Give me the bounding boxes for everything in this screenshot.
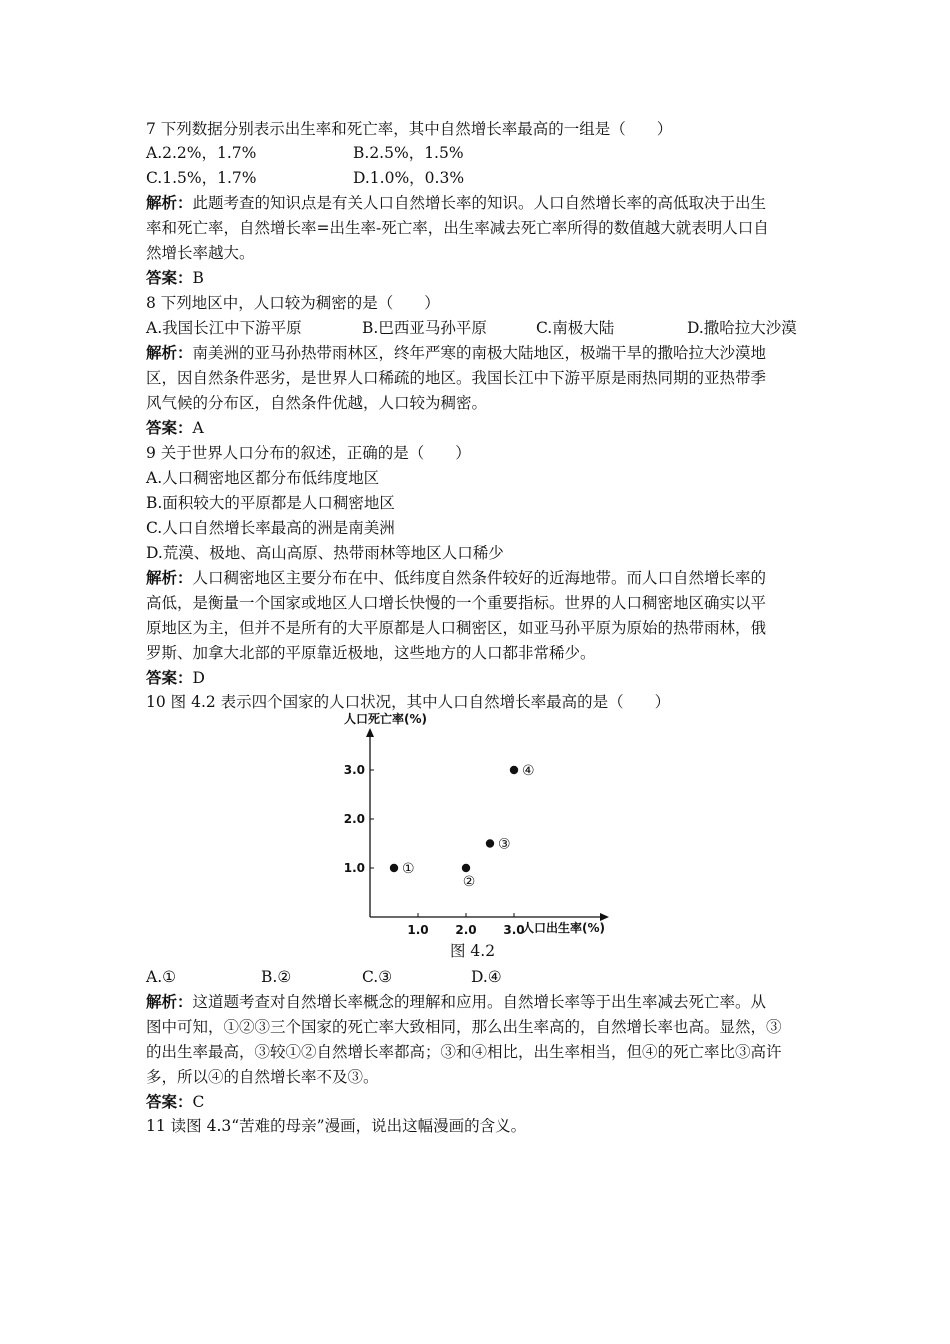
y-tick-label: 1.0	[343, 861, 365, 875]
q10-option-b: B.②	[261, 968, 292, 986]
data-point	[510, 766, 518, 774]
q9-answer	[146, 666, 816, 690]
q7-analysis-label: 解析：	[146, 193, 193, 212]
data-point	[390, 864, 398, 872]
q8-analysis-line-3: 风气候的分布区，自然条件优越，人口较为稠密。	[146, 394, 488, 412]
q8-analysis-line-1	[146, 341, 816, 365]
q10-option-d: D.④	[471, 968, 502, 986]
q7-analysis-text-1: 此题考查的知识点是有关人口自然增长率的知识。人口自然增长率的高低取决于出生	[192, 194, 767, 212]
q8-question: 8 下列地区中，人口较为稠密的是（ ）	[146, 294, 440, 312]
q10-analysis-line-2: 图中可知，①②③三个国家的死亡率大致相同，那么出生率高的，自然增长率也高。显然，③	[146, 1018, 782, 1036]
q10-answer	[146, 1090, 816, 1114]
chart-axes	[344, 711, 609, 935]
q10-analysis-label: 解析：	[146, 992, 193, 1011]
y-axis-label: 人口死亡率(%)	[344, 712, 427, 726]
q7-option-a: A.2.2%，1.7%	[146, 144, 257, 162]
q8-answer	[146, 416, 816, 440]
x-axis-arrow-icon	[600, 913, 609, 921]
q7-answer-value: B	[192, 269, 204, 287]
q9-option-a: A.人口稠密地区都分布低纬度地区	[146, 469, 380, 487]
data-point	[486, 839, 494, 847]
q10-option-c: C.③	[362, 968, 393, 986]
q10-question: 10 图 4.2 表示四个国家的人口状况，其中人口自然增长率最高的是（ ）	[146, 693, 671, 711]
q7-answer-label: 答案：	[146, 268, 193, 287]
q7-option-b: B.2.5%，1.5%	[353, 144, 464, 162]
q7-option-c: C.1.5%，1.7%	[146, 169, 257, 187]
chart-points	[390, 763, 535, 890]
q9-analysis-line-4: 罗斯、加拿大北部的平原靠近极地，这些地方的人口都非常稀少。	[146, 644, 596, 662]
y-tick-label: 3.0	[343, 763, 365, 777]
q8-analysis-text-1: 南美洲的亚马孙热带雨林区，终年严寒的南极大陆地区，极端干旱的撒哈拉大沙漠地	[192, 344, 767, 362]
q8-option-c: C.南极大陆	[536, 319, 615, 337]
data-point-label: ④	[522, 763, 535, 779]
q9-analysis-text-1: 人口稠密地区主要分布在中、低纬度自然条件较好的近海地带。而人口自然增长率的	[192, 569, 767, 587]
q9-analysis-line-3: 原地区为主，但并不是所有的大平原都是人口稠密区，如亚马孙平原为原始的热带雨林，俄	[146, 619, 767, 637]
q10-answer-label: 答案：	[146, 1092, 193, 1111]
data-point	[462, 864, 470, 872]
q9-analysis-line-1	[146, 566, 816, 590]
q10-answer-value: C	[192, 1093, 205, 1111]
q9-question: 9 关于世界人口分布的叙述，正确的是（ ）	[146, 444, 471, 462]
data-point-label: ①	[402, 861, 415, 877]
q8-option-a: A.我国长江中下游平原	[146, 319, 302, 337]
x-tick-label: 2.0	[455, 923, 477, 937]
q10-analysis-line-1	[146, 990, 816, 1014]
q9-option-c: C.人口自然增长率最高的洲是南美洲	[146, 519, 395, 537]
q10-analysis-text-1: 这道题考查对自然增长率概念的理解和应用。自然增长率等于出生率减去死亡率。从	[192, 993, 767, 1011]
q9-answer-value: D	[192, 669, 205, 687]
q8-analysis-label: 解析：	[146, 343, 193, 362]
q10-analysis-line-3: 的出生率最高，③较①②自然增长率都高；③和④相比，出生率相当，但④的死亡率比③高许	[146, 1043, 782, 1061]
x-tick-label: 3.0	[503, 923, 525, 937]
y-tick-label: 2.0	[343, 812, 365, 826]
q8-analysis-line-2: 区，因自然条件恶劣，是世界人口稀疏的地区。我国长江中下游平原是雨热同期的亚热带季	[146, 369, 767, 387]
x-axis-label: 人口出生率(%)	[522, 921, 605, 935]
q10-option-a: A.①	[146, 968, 177, 986]
q7-analysis-line-2: 率和死亡率，自然增长率=出生率-死亡率，出生率减去死亡率所得的数值越大就表明人口自	[146, 219, 769, 237]
q10-analysis-line-4: 多，所以④的自然增长率不及③。	[146, 1068, 379, 1086]
q7-analysis-line-3: 然增长率越大。	[146, 244, 255, 262]
q9-analysis-label: 解析：	[146, 568, 193, 587]
q9-answer-label: 答案：	[146, 668, 193, 687]
q10-figure-caption: 图 4.2	[450, 942, 496, 960]
q7-answer	[146, 266, 816, 290]
x-tick-label: 1.0	[407, 923, 429, 937]
q8-option-b: B.巴西亚马孙平原	[362, 319, 487, 337]
q9-option-b: B.面积较大的平原都是人口稠密地区	[146, 494, 395, 512]
q8-answer-label: 答案：	[146, 418, 193, 437]
q8-answer-value: A	[192, 419, 204, 437]
data-point-label: ③	[498, 836, 511, 853]
q7-analysis-line-1	[146, 191, 816, 215]
y-axis-arrow-icon	[366, 728, 374, 737]
q8-option-d: D.撒哈拉大沙漠	[687, 319, 797, 337]
q9-analysis-line-2: 高低，是衡量一个国家或地区人口增长快慢的一个重要指标。世界的人口稠密地区确实以平	[146, 594, 767, 612]
q7-option-d: D.1.0%，0.3%	[353, 169, 465, 187]
data-point-label: ②	[462, 874, 476, 890]
q11-question: 11 读图 4.3“苦难的母亲”漫画，说出这幅漫画的含义。	[146, 1117, 527, 1135]
q9-option-d: D.荒漠、极地、高山高原、热带雨林等地区人口稀少	[146, 544, 504, 562]
q10-scatter-chart	[336, 708, 626, 942]
q7-question: 7 下列数据分别表示出生率和死亡率，其中自然增长率最高的一组是（ ）	[146, 120, 673, 138]
